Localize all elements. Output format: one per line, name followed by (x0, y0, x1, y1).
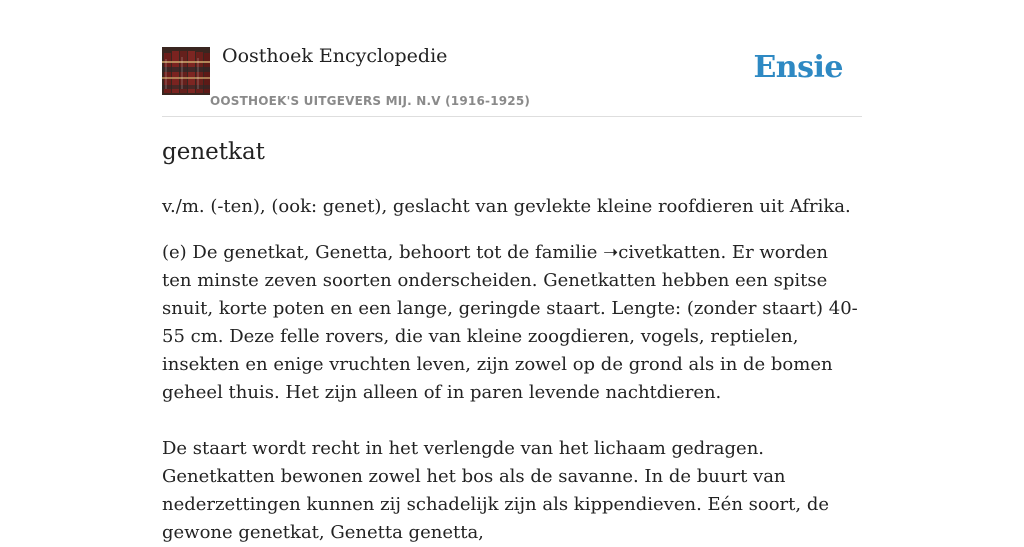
paragraph-text: . Er worden ten minste zeven soorten onderscheiden. Genetkatten hebben een spitse snuit, korte poten en een lange, geringde staart. Lengte: (zonder staart) 40-55 cm. Deze felle rovers, die van kleine zoogdieren, vogels, reptielen, insekten en enige vruchten leven, zijn zowel op de grond als in de bomen geheel thuis. Het zijn alleen of in paren levende nachtdieren. (162, 242, 858, 403)
entry-title: genetkat (162, 139, 265, 165)
entry-body (162, 239, 862, 547)
header (162, 0, 862, 117)
publication-avatar[interactable] (162, 47, 210, 95)
publisher-label: OOSTHOEK'S UITGEVERS MIJ. N.V (1916-1925) (210, 94, 531, 108)
entry-paragraph-1 (162, 239, 862, 407)
cross-reference-arrow-icon: ➝ (603, 242, 619, 263)
paragraph-text: (e) De genetkat, Genetta, behoort tot de familie (162, 242, 604, 263)
book-spines-image (162, 47, 210, 95)
brand-logo[interactable]: Ensie (753, 50, 843, 85)
civetkatten-link[interactable] (603, 242, 720, 263)
entry-paragraph-2: De staart wordt recht in het verlengde van het lichaam gedragen. Genetkatten bewonen zowel het bos als de savanne. In de buurt van nederzettingen kunnen zij schadelijk zijn als kippendieven. Eén soort, de gewone genetkat, Genetta genetta, (162, 438, 830, 543)
content-container (162, 0, 862, 543)
paragraph-gap (162, 407, 862, 435)
entry-definition: v./m. (-ten), (ook: genet), geslacht van gevlekte kleine roofdieren uit Afrika. (162, 196, 851, 217)
link-label: civetkatten (618, 242, 721, 263)
publication-name[interactable]: Oosthoek Encyclopedie (222, 45, 448, 67)
